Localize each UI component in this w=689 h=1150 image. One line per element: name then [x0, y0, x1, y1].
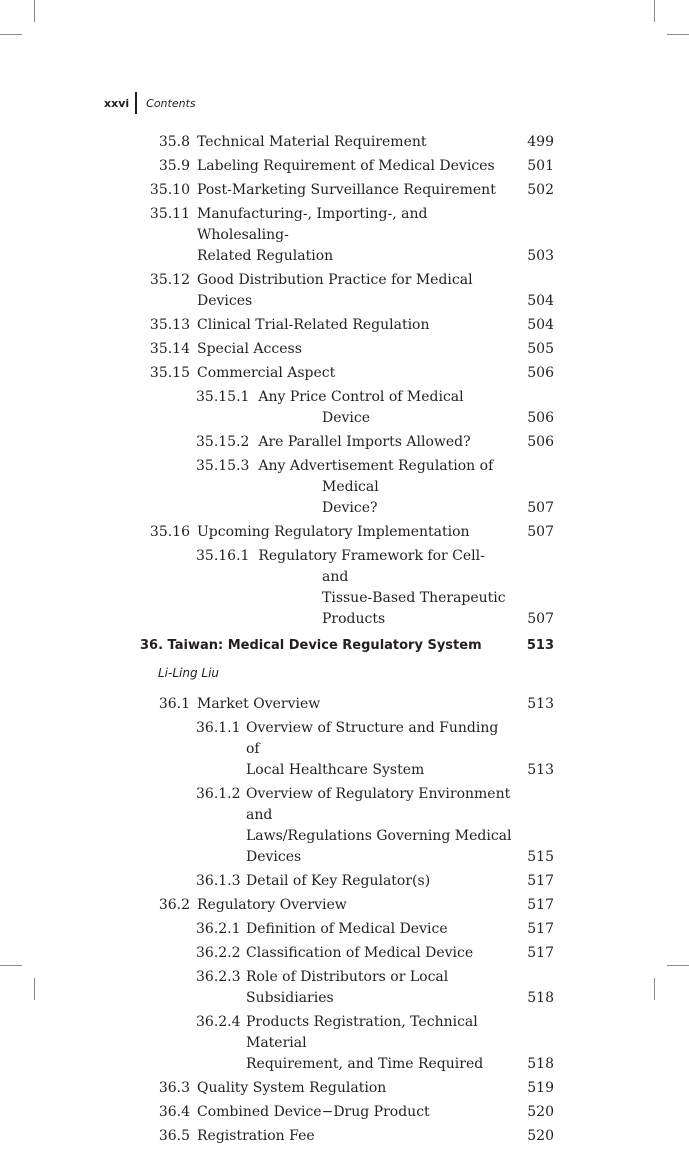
entry-page: 517	[527, 873, 554, 889]
entry-number: 36.2.4	[196, 1014, 241, 1030]
entry-page: 517	[527, 921, 554, 937]
toc-entry[interactable]	[140, 522, 554, 543]
entry-page: 517	[527, 897, 554, 913]
entry-page: 518	[527, 1056, 554, 1072]
entry-page: 504	[527, 317, 554, 333]
crop-mark	[654, 0, 655, 22]
toc-subentry[interactable]	[140, 871, 554, 892]
toc-entry[interactable]	[140, 339, 554, 360]
entry-number: 36.2.3	[196, 969, 241, 985]
running-head	[104, 93, 196, 113]
entry-page: 507	[527, 611, 554, 627]
crop-mark	[34, 0, 35, 22]
chapter-heading[interactable]	[140, 635, 554, 656]
entry-title: Market Overview	[197, 696, 321, 712]
entry-number: 35.15.2	[196, 434, 250, 450]
toc-subentry[interactable]	[140, 1012, 554, 1075]
toc-entry[interactable]	[140, 1126, 554, 1147]
entry-number: 36.2	[158, 897, 190, 913]
entry-number: 36.2.2	[196, 945, 241, 961]
crop-mark	[654, 978, 655, 1000]
entry-page: 502	[527, 182, 554, 198]
crop-mark	[667, 965, 689, 966]
entry-page: 504	[527, 293, 554, 309]
entry-page: 506	[527, 410, 554, 426]
toc-subentry[interactable]	[140, 919, 554, 940]
entry-page: 513	[527, 762, 554, 778]
entry-title: Regulatory Overview	[197, 897, 347, 913]
entry-title: Products Registration, Technical Material Requirement, and Time Required	[246, 1014, 484, 1072]
toc-entry[interactable]	[140, 1078, 554, 1099]
entry-title: Detail of Key Regulator(s)	[246, 873, 431, 889]
toc-entry[interactable]	[140, 363, 554, 384]
toc-entry[interactable]	[140, 204, 554, 267]
toc-subentry[interactable]	[140, 432, 554, 453]
entry-title: 35.15.3 Any Advertisement Regulation of Medical Device?	[196, 458, 494, 516]
entry-title: Commercial Aspect	[197, 365, 336, 381]
entry-number: 35.11	[149, 206, 190, 222]
entry-number: 35.12	[149, 272, 190, 288]
entry-title: Good Distribution Practice for Medical Devices	[197, 272, 473, 309]
entry-page: 505	[527, 341, 554, 357]
entry-title-line: Manufacturing-, Importing-, and Wholesaling-	[197, 206, 428, 243]
entry-title: Registration Fee	[197, 1128, 315, 1144]
entry-title: Definition of Medical Device	[246, 921, 448, 937]
entry-title: Labeling Requirement of Medical Devices	[197, 158, 495, 174]
entry-title: Technical Material Requirement	[197, 134, 427, 150]
entry-number: 35.15.1	[196, 389, 250, 405]
toc-subentry[interactable]	[140, 943, 554, 964]
entry-page: 499	[527, 134, 554, 150]
entry-page: 501	[527, 158, 554, 174]
entry-page: 517	[527, 945, 554, 961]
toc-entry[interactable]	[140, 315, 554, 336]
entry-number: 35.16.1	[196, 548, 250, 564]
toc-subentry[interactable]	[140, 546, 554, 630]
crop-mark	[34, 978, 35, 1000]
chapter-title: 36. Taiwan: Medical Device Regulatory System	[140, 638, 482, 653]
entry-title: 35.15.2 Are Parallel Imports Allowed?	[196, 434, 471, 450]
toc-subentry[interactable]	[140, 784, 554, 868]
entry-number: 35.13	[149, 317, 190, 333]
entry-title: Overview of Structure and Funding of Local Healthcare System	[246, 720, 499, 778]
entry-title: Upcoming Regulatory Implementation	[197, 524, 470, 540]
toc-entry[interactable]	[140, 180, 554, 201]
entry-number: 35.14	[149, 341, 190, 357]
entry-page: 507	[527, 524, 554, 540]
entry-number: 35.9	[158, 158, 190, 174]
entry-page: 515	[527, 849, 554, 865]
entry-title: Combined Device−Drug Product	[197, 1104, 430, 1120]
entry-number: 36.3	[158, 1080, 190, 1096]
entry-title	[197, 204, 512, 267]
entry-number: 35.15	[149, 365, 190, 381]
entry-title: Quality System Regulation	[197, 1080, 387, 1096]
crop-mark	[0, 965, 22, 966]
chapter-author: Li-Ling Liu	[158, 666, 220, 680]
crop-mark	[667, 34, 689, 35]
entry-page: 503	[527, 248, 554, 264]
entry-title: Clinical Trial-Related Regulation	[197, 317, 430, 333]
entry-title: Post-Marketing Surveillance Requirement	[197, 182, 496, 198]
entry-page: 519	[527, 1080, 554, 1096]
toc-entry[interactable]	[140, 270, 554, 312]
toc-entry[interactable]	[140, 156, 554, 177]
entry-page: 520	[527, 1128, 554, 1144]
running-title: Contents	[146, 96, 196, 110]
entry-title: Role of Distributors or Local Subsidiaries	[246, 969, 449, 1006]
entry-page: 513	[527, 696, 554, 712]
entry-number: 36.5	[158, 1128, 190, 1144]
entry-number: 35.15.3	[196, 458, 250, 474]
entry-title: Classification of Medical Device	[246, 945, 474, 961]
toc-entry[interactable]	[140, 132, 554, 153]
toc-subentry[interactable]	[140, 718, 554, 781]
header-rule	[135, 92, 137, 114]
entry-title: 35.16.1 Regulatory Framework for Cell- and Tissue-Based Therapeutic Products	[196, 548, 506, 627]
entry-page: 520	[527, 1104, 554, 1120]
entry-title: 35.15.1 Any Price Control of Medical Device	[196, 389, 464, 426]
toc-subentry[interactable]	[140, 456, 554, 519]
entry-number: 36.1.2	[196, 786, 241, 802]
entry-number: 36.1.3	[196, 873, 241, 889]
entry-title-line: Related Regulation	[197, 248, 334, 264]
chapter-page: 513	[526, 638, 554, 653]
entry-number: 36.2.1	[196, 921, 241, 937]
entry-page: 506	[527, 434, 554, 450]
entry-number: 36.1.1	[196, 720, 241, 736]
entry-title: Special Access	[197, 341, 302, 357]
toc-entry[interactable]	[140, 694, 554, 715]
entry-page: 507	[527, 500, 554, 516]
toc-subentry[interactable]	[140, 967, 554, 1009]
entry-number: 35.16	[149, 524, 190, 540]
toc-entry[interactable]	[140, 1102, 554, 1123]
entry-number: 35.10	[149, 182, 190, 198]
page-folio: xxvi	[104, 96, 130, 110]
entry-title: Overview of Regulatory Environment and Laws/Regulations Governing Medical Devices	[246, 786, 512, 865]
toc-entry[interactable]	[140, 895, 554, 916]
table-of-contents	[140, 132, 554, 1150]
entry-number: 36.1	[158, 696, 190, 712]
toc-subentry[interactable]	[140, 387, 554, 429]
entry-page: 506	[527, 365, 554, 381]
entry-number: 36.4	[158, 1104, 190, 1120]
crop-mark	[0, 34, 22, 35]
entry-page: 518	[527, 990, 554, 1006]
entry-number: 35.8	[158, 134, 190, 150]
